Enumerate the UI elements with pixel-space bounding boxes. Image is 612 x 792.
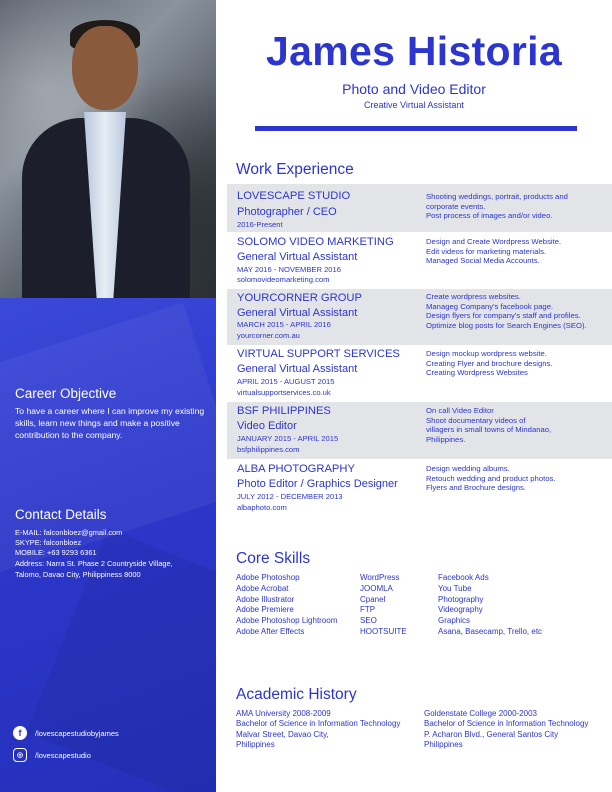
career-objective-text: To have a career where I can improve my existing skills, learn new things and make a positive contribution to the company. [15, 406, 205, 440]
job-entry [227, 184, 612, 232]
job-role: General Virtual Assistant [237, 363, 358, 375]
skill-item: Adobe Photoshop [236, 573, 300, 582]
job-dates: MARCH 2015 - APRIL 2016 [237, 320, 331, 329]
career-objective-title: Career Objective [15, 386, 117, 401]
skill-item: Cpanel [360, 594, 386, 604]
skills-column-2 [360, 573, 407, 638]
skill-item: You Tube [438, 583, 472, 593]
skill-item: Adobe Acrobat [236, 583, 289, 593]
skill-item: Adobe Photoshop Lightroom [236, 616, 338, 626]
skill-item: JOOMLA [360, 583, 393, 593]
skill-item: Videography [438, 605, 483, 615]
social-facebook[interactable] [13, 726, 119, 740]
person-name: James Historia [266, 28, 562, 74]
education-entry-left: AMA University 2008-2009 Bachelor of Science in Information Technology Malvar Street, Davao City, Philippines [236, 709, 401, 750]
job-company: LOVESCAPE STUDIO [237, 190, 351, 202]
header-divider [255, 126, 577, 131]
job-description: Design mockup wordpress website. Creating Flyer and brochure designs. Creating Wordpress Websites [426, 349, 553, 378]
job-entry [227, 345, 612, 402]
sidebar [0, 298, 216, 792]
contact-address-line2: Talomo, Davao City, Philippiness 8000 [15, 570, 141, 579]
job-website: albaphoto.com [237, 503, 287, 512]
skill-item: WordPress [360, 573, 400, 582]
job-website: bsfphilippines.com [237, 445, 300, 454]
job-entry [227, 459, 612, 519]
job-title: Photo and Video Editor [342, 81, 486, 97]
job-company: SOLOMO VIDEO MARKETING [237, 236, 394, 248]
job-company: BSF PHILIPPINES [237, 405, 331, 417]
job-company: YOURCORNER GROUP [237, 292, 362, 304]
job-role: Video Editor [237, 420, 297, 432]
job-website: solomovideomarketing.com [237, 275, 330, 284]
instagram-icon: ◎ [13, 748, 27, 762]
job-description: Design and Create Wordpress Website. Edit videos for marketing materials. Managed Social Media Accounts. [426, 237, 562, 266]
skill-item: Graphics [438, 616, 471, 626]
skill-item: SEO [360, 616, 377, 626]
academic-history-title: Academic History [236, 686, 357, 703]
job-entry [227, 232, 612, 289]
skill-item: Adobe Illustrator [236, 594, 295, 604]
work-experience-title: Work Experience [236, 161, 354, 178]
job-role: General Virtual Assistant [237, 307, 358, 319]
job-role: Photo Editor / Graphics Designer [237, 478, 398, 490]
contact-mobile: MOBILE: +63 9293 6361 [15, 548, 97, 557]
job-subtitle: Creative Virtual Assistant [364, 100, 464, 110]
core-skills-title: Core Skills [236, 550, 311, 567]
skill-item: Asana, Basecamp, Trello, etc [438, 626, 543, 636]
job-dates: JANUARY 2015 - APRIL 2015 [237, 434, 339, 443]
skills-column-1 [236, 573, 337, 638]
job-role: General Virtual Assistant [237, 251, 358, 263]
job-website: yourcorner.com.au [237, 331, 300, 340]
profile-photo [0, 0, 216, 298]
contact-skype: SKYPE: falconbloez [15, 538, 82, 547]
job-company: VIRTUAL SUPPORT SERVICES [237, 348, 400, 360]
skill-item: HOOTSUITE [360, 626, 407, 636]
job-website: virtualsupportservices.co.uk [237, 388, 331, 397]
skills-column-3 [438, 573, 542, 638]
job-entry [227, 402, 612, 459]
social-instagram[interactable] [13, 748, 91, 762]
job-description: Shooting weddings, portrait, products and corporate events. Post process of images and/or video. [426, 192, 568, 221]
job-dates: APRIL 2015 - AUGUST 2015 [237, 377, 335, 386]
facebook-handle: /lovescapestudiobyjames [35, 728, 119, 738]
contact-address-line1: Address: Narra St. Phase 2 Countryside Village, [15, 559, 173, 568]
skill-item: Adobe Premiere [236, 605, 294, 615]
job-description: On call Video Editor Shoot documentary videos of villagers in small towns of Mindanao, Philippines. [426, 406, 552, 445]
job-dates: 2016-Present [237, 220, 283, 229]
job-role: Photographer / CEO [237, 206, 337, 218]
skill-item: Photography [438, 594, 484, 604]
skill-item: Facebook Ads [438, 573, 489, 582]
job-description: Create wordpress websites. Manageg Company's facebook page. Design flyers for company's staff and profiles. Optimize blog posts for Search Engines (SEO). [426, 292, 587, 331]
skill-item: Adobe After Effects [236, 626, 305, 636]
instagram-handle: /lovescapestudio [35, 750, 91, 760]
contact-details-title: Contact Details [15, 507, 107, 522]
facebook-icon: f [13, 726, 27, 740]
contact-email: E-MAIL: falconbloez@gmail.com [15, 528, 123, 537]
job-entry [227, 289, 612, 345]
job-company: ALBA PHOTOGRAPHY [237, 463, 355, 475]
job-dates: MAY 2016 - NOVEMBER 2016 [237, 265, 341, 274]
job-description: Design wedding albums. Retouch wedding and product photos. Flyers and Brochure designs. [426, 464, 556, 493]
skill-item: FTP [360, 605, 376, 615]
education-entry-right: Goldenstate College 2000-2003 Bachelor of Science in Information Technology P. Acharon Blvd., General Santos City Philippines [424, 709, 589, 750]
job-dates: JULY 2012 - DECEMBER 2013 [237, 492, 343, 501]
